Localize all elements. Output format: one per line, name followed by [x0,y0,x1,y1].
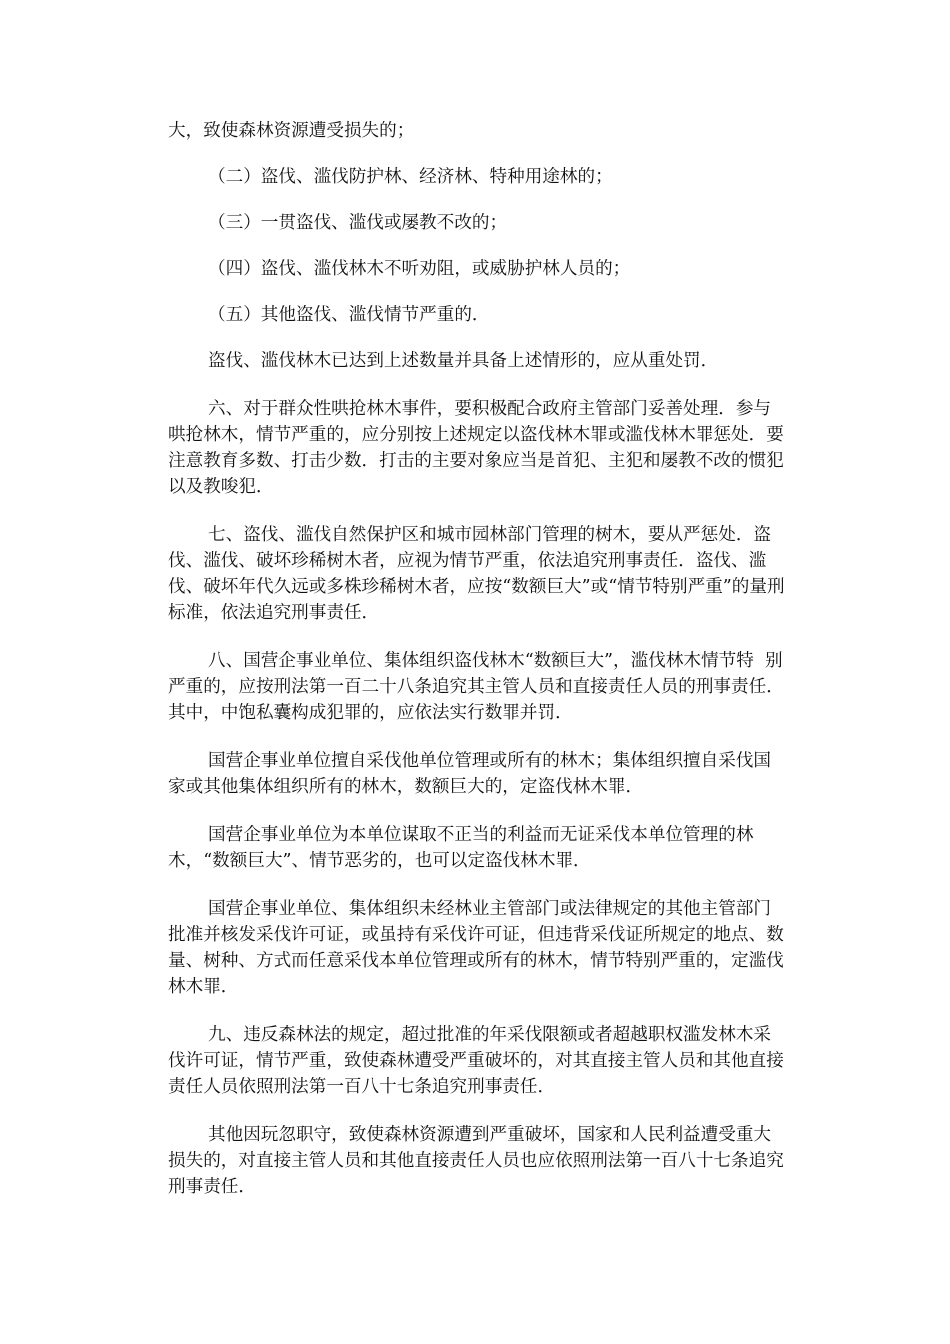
paragraph-section-8-unauthorized: 国营企事业单位擅自采伐他单位管理或所有的林木；集体组织擅自采伐国家或其他集体组织所有的林木，数额巨大的，定盗伐林木罪． [168,751,772,797]
list-item-5: （五）其他盗伐、滥伐情节严重的． [208,305,490,325]
paragraph-section-9-negligence: 其他因玩忽职守，致使森林资源遭到严重破坏，国家和人民利益遭受重大损失的，对直接主管人员和其他直接责任人员也应依照刑法第一百八十七条追究刑事责任． [168,1125,784,1197]
paragraph-section-9: 九、违反森林法的规定，超过批准的年采伐限额或者超越职权滥发林木采伐许可证，情节严重，致使森林遭受严重破坏的，对其直接主管人员和其他直接责任人员依照刑法第一百八十七条追究刑事责任． [168,1025,784,1097]
paragraph-section-8-violation: 国营企事业单位、集体组织未经林业主管部门或法律规定的其他主管部门批准并核发采伐许可证，或虽持有采伐许可证，但违背采伐证所规定的地点、数量、树种、方式而任意采伐本单位管理或所有的林木，情节特别严重的，定滥伐林木罪． [168,899,784,997]
paragraph-section-7: 七、盗伐、滥伐自然保护区和城市园林部门管理的树木，要从严惩处．盗伐、滥伐、破坏珍稀树木者，应视为情节严重，依法追究刑事责任．盗伐、滥伐、破坏年代久远或多株珍稀树木者，应按“数额巨大”或“情节特别严重”的量刑标准，依法追究刑事责任． [168,525,785,623]
list-item-3: （三）一贯盗伐、滥伐或屡教不改的； [208,213,508,233]
paragraph-heavier-penalty: 盗伐、滥伐林木已达到上述数量并具备上述情形的，应从重处罚． [208,351,719,371]
paragraph-section-8-unlicensed: 国营企事业单位为本单位谋取不正当的利益而无证采伐本单位管理的林木，“数额巨大”、情节恶劣的，也可以定盗伐林木罪． [168,825,754,871]
paragraph-continuation: 大，致使森林资源遭受损失的； [168,121,415,141]
paragraph-section-8: 八、国营企事业单位、集体组织盗伐林木“数额巨大”，滥伐林木情节特 别严重的，应按刑法第一百二十八条追究其主管人员和直接责任人员的刑事责任．其中，中饱私囊构成犯罪的，应依法实行数罪并罚． [168,651,784,723]
list-item-4: （四）盗伐、滥伐林木不听劝阻，或威胁护林人员的； [208,259,631,279]
paragraph-section-6: 六、对于群众性哄抢林木事件，要积极配合政府主管部门妥善处理．参与哄抢林木，情节严重的，应分别按上述规定以盗伐林木罪或滥伐林木罪惩处．要注意教育多数、打击少数．打击的主要对象应当是首犯、主犯和屡教不改的惯犯以及教唆犯． [168,399,784,497]
document-body [168,118,786,1200]
list-item-2: （二）盗伐、滥伐防护林、经济林、特种用途林的； [208,167,613,187]
